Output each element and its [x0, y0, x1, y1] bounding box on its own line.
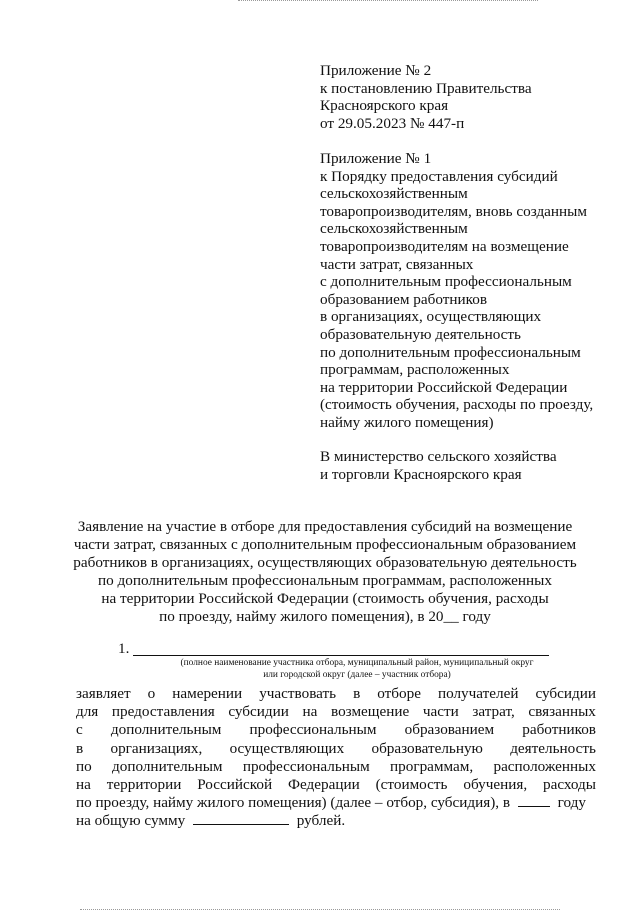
appendix-1-line: найму жилого помещения): [320, 413, 494, 431]
body-word: Российской: [197, 776, 273, 794]
appendix-2-line: Приложение № 2: [320, 62, 432, 79]
body-word: программам,: [390, 757, 474, 775]
body-word: образовательную: [371, 739, 483, 757]
title-line: по проезду, найму жилого помещения), в 20__ году: [159, 608, 491, 625]
title-line: работников в организациях, осуществляющих образовательную деятельность: [73, 554, 577, 571]
appendix-1-line: образованием работников: [320, 290, 487, 308]
appendix-2-line: Красноярского края: [320, 97, 449, 115]
body-word: дополнительным: [112, 757, 223, 775]
body-word: по: [76, 757, 92, 775]
body-word: в: [76, 739, 84, 757]
appendix-1-line: части затрат, связанных: [320, 255, 474, 273]
body-word: Федерации: [287, 776, 360, 794]
body-line-sum-end: рублей.: [296, 812, 346, 830]
appendix-1-line: к Порядку предоставления субсидий: [320, 167, 558, 185]
body-word: (стоимость: [375, 776, 448, 794]
body-word: работников: [522, 721, 596, 739]
scan-mark-bottom: [80, 909, 560, 913]
body-line: [76, 758, 596, 776]
body-word: затрат,: [472, 703, 515, 721]
appendix-1-line: (стоимость обучения, расходы по проезду,: [320, 396, 594, 414]
body-word: обучения,: [463, 776, 528, 794]
body-word: на: [302, 703, 318, 721]
body-line-sum-text: на общую сумму: [76, 812, 186, 830]
body-word: связанных: [528, 703, 596, 721]
body-word: отборе: [377, 685, 421, 702]
appendix-1-line: Приложение № 1: [320, 150, 432, 167]
appendix-1-line: с дополнительным профессиональным: [320, 273, 572, 291]
sum-blank: [193, 812, 289, 825]
body-word: расположенных: [493, 757, 596, 775]
body-word: получателей: [437, 685, 519, 702]
body-line-year-text: по проезду, найму жилого помещения) (далее – отбор, субсидия), в: [76, 794, 511, 812]
body-word: расходы: [543, 776, 596, 794]
appendix-1-line: по дополнительным профессиональным: [320, 343, 581, 361]
body-line: [76, 721, 596, 739]
title-line: по дополнительным профессиональным программам, расположенных: [98, 572, 552, 589]
body-line: [76, 703, 596, 721]
body-word: в: [353, 685, 361, 702]
body-word: профессиональным: [242, 757, 370, 775]
body-word: субсидии: [535, 685, 596, 702]
body-line: [76, 740, 596, 758]
scan-mark-top: [238, 0, 538, 4]
body-word: осуществляющих: [229, 739, 345, 757]
body-word: заявляет: [76, 685, 131, 702]
body-word: территории: [106, 776, 182, 794]
caption-line: (полное наименование участника отбора, муниципальный район, муниципальный округ: [180, 658, 534, 668]
title-line: на территории Российской Федерации (стоимость обучения, расходы: [101, 590, 549, 607]
appendix-1-line: на территории Российской Федерации: [320, 378, 568, 396]
body-word: с: [76, 721, 83, 739]
body-word: для: [76, 703, 99, 721]
recipient-line: и торговли Красноярского края: [320, 465, 522, 483]
body-line-year-end: году: [557, 794, 586, 812]
appendix-1-line: образовательную деятельность: [320, 325, 521, 343]
body-word: субсидии: [228, 703, 289, 721]
body-line-year: [76, 794, 596, 812]
title-line: Заявление на участие в отборе для предоставления субсидий на возмещение: [77, 518, 573, 535]
body-word: намерении: [172, 685, 243, 702]
appendix-1-line: товаропроизводителям на возмещение: [320, 237, 569, 255]
body-word: организациях,: [110, 739, 203, 757]
application-body: [76, 685, 596, 831]
appendix-1-line: сельскохозяйственным: [320, 185, 468, 203]
title-line: части затрат, связанных с дополнительным профессиональным образованием: [73, 536, 577, 553]
body-word: профессиональным: [249, 721, 377, 739]
body-line: [76, 776, 596, 794]
participant-name-line: [133, 655, 549, 656]
appendix-1-line: в организациях, осуществляющих: [320, 308, 542, 326]
body-word: дополнительным: [110, 721, 222, 739]
appendix-2-line: к постановлению Правительства: [320, 79, 532, 97]
appendix-1-line: сельскохозяйственным: [320, 220, 468, 238]
appendix-2-line: от 29.05.2023 № 447-п: [320, 114, 465, 132]
field-1-number: 1.: [118, 640, 130, 657]
body-word: на: [76, 776, 91, 794]
participant-name-caption: [148, 658, 566, 681]
body-word: образованием: [404, 721, 495, 739]
appendix-1-line: программам, расположенных: [320, 361, 510, 379]
recipient-line: В министерство сельского хозяйства: [320, 448, 557, 465]
body-line-sum: [76, 812, 596, 830]
application-title: [60, 518, 590, 626]
appendix-1-line: товаропроизводителям, вновь созданным: [320, 202, 587, 220]
appendix-1-block: [320, 150, 593, 432]
body-word: части: [422, 703, 459, 721]
body-word: о: [147, 685, 156, 702]
body-word: деятельность: [510, 739, 596, 757]
body-word: участвовать: [259, 685, 337, 702]
body-justified-lines: [76, 685, 596, 794]
year-blank: [518, 794, 550, 807]
body-line: [76, 685, 596, 703]
body-word: предоставления: [111, 703, 215, 721]
appendix-2-block: [320, 62, 532, 132]
recipient-block: [320, 448, 557, 483]
body-word: возмещение: [331, 703, 410, 721]
caption-line: или городской округ (далее – участник отбора): [263, 669, 451, 680]
